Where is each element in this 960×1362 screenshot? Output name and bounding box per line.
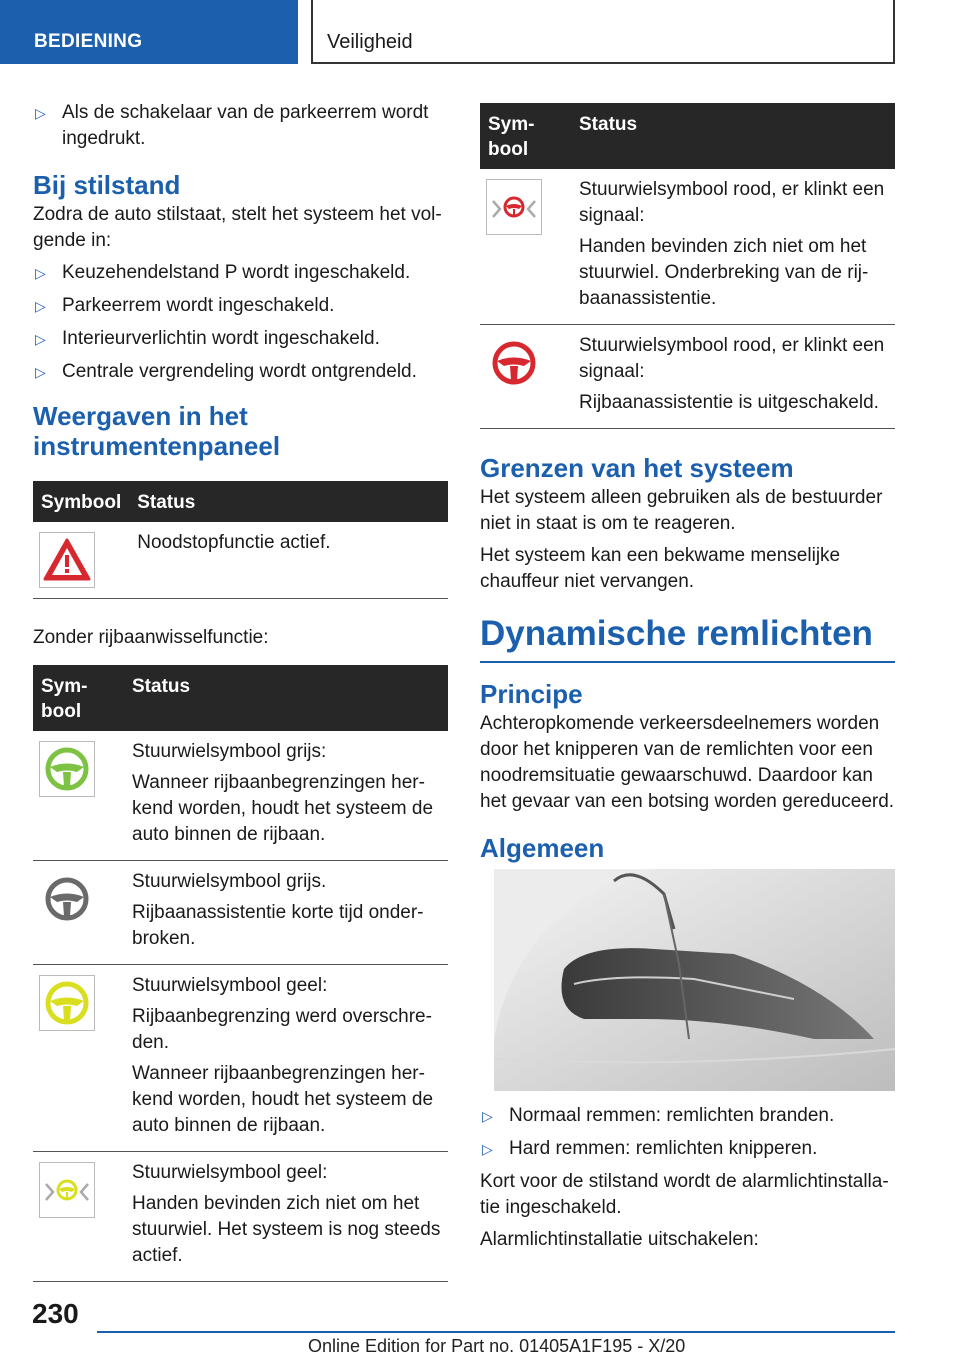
- heading-dynamische-remlichten: Dynamische remlichten: [480, 613, 895, 663]
- status-text: Noodstopfunctie actief.: [137, 532, 331, 553]
- tail-light-photo: [494, 869, 895, 1091]
- table-row: [480, 325, 895, 429]
- symbol-table-3: [480, 103, 895, 429]
- status-text: Rijbaanbegrenzing werd overschreden.: [132, 1006, 432, 1053]
- paragraph: Kort voor de stilstand wordt de alarmlichtinstallatie ingeschakeld.: [480, 1171, 889, 1218]
- column-header-symbool: Symbool: [33, 481, 129, 522]
- triangle-right-icon: ▷: [35, 105, 46, 121]
- bullet-list: [33, 100, 448, 152]
- status-text: Handen bevinden zich niet om het stuurwiel. Het systeem is nog steeds actief.: [132, 1193, 441, 1266]
- list-item: ▷ Centrale vergrendeling wordt ontgrendeld.: [33, 359, 448, 385]
- list-item: ▷ Als de schakelaar van de parkeerrem wordt ingedrukt.: [35, 102, 429, 149]
- list-item: ▷ Keuzehendelstand P wordt ingeschakeld.: [33, 260, 448, 286]
- table-row: [33, 731, 448, 861]
- steering-wheel-red-hands-icon: [486, 179, 542, 235]
- triangle-right-icon: ▷: [482, 1108, 493, 1124]
- heading-bij-stilstand: Bij stilstand: [33, 170, 181, 200]
- list-item: ▷ Hard remmen: remlichten knipperen.: [480, 1136, 895, 1162]
- triangle-right-icon: ▷: [35, 298, 46, 314]
- steering-wheel-red-icon: [486, 335, 542, 391]
- page-number: 230: [32, 1298, 79, 1329]
- status-text: Wanneer rijbaanbegrenzingen herkend worden, houdt het systeem de auto binnen de rijbaan.: [132, 1063, 434, 1136]
- table-row: [33, 522, 448, 599]
- paragraph: Het systeem alleen gebruiken als de bestuurder niet in staat is om te reageren.: [480, 487, 883, 534]
- heading-weergaven: Weergaven in het instrumentenpaneel: [33, 401, 281, 461]
- status-text: Stuurwielsymbool rood, er klinkt een signaal:: [579, 179, 885, 226]
- heading-algemeen: Algemeen: [480, 833, 605, 863]
- column-header-status: Status: [129, 481, 448, 522]
- table-row: [33, 861, 448, 965]
- chapter-tab: BEDIENING: [0, 0, 298, 64]
- steering-wheel-yellow-hands-icon: [39, 1162, 95, 1218]
- right-column: [480, 103, 895, 1259]
- steering-wheel-green-icon: [39, 741, 95, 797]
- triangle-right-icon: ▷: [482, 1141, 493, 1157]
- paragraph: Achteropkomende verkeersdeelnemers worden door het knipperen van de remlichten voor een noodremsituatie gewaarschuwd. Daardoor kan het gevaar van een botsing worden gereduceerd.: [480, 713, 895, 812]
- status-text: Stuurwielsymbool grijs.: [132, 871, 327, 892]
- column-header-status: Status: [124, 665, 448, 731]
- steering-wheel-yellow-icon: [39, 975, 95, 1031]
- table-row: [33, 1152, 448, 1282]
- status-text: Rijbaanassistentie korte tijd onderbroken.: [132, 902, 424, 949]
- column-header-status: Status: [571, 103, 895, 169]
- column-header-symbool: Symbool: [480, 103, 571, 169]
- triangle-right-icon: ▷: [35, 331, 46, 347]
- status-text: Stuurwielsymbool grijs:: [132, 741, 327, 762]
- triangle-right-icon: ▷: [35, 364, 46, 380]
- warning-triangle-icon: [39, 532, 95, 588]
- paragraph: Zonder rijbaanwisselfunctie:: [33, 627, 269, 648]
- section-title: Veiligheid: [311, 0, 895, 64]
- list-item: ▷ Parkeerrem wordt ingeschakeld.: [33, 293, 448, 319]
- heading-grenzen: Grenzen van het systeem: [480, 453, 794, 483]
- left-column: [33, 100, 448, 1282]
- status-text: Stuurwielsymbool rood, er klinkt een signaal:: [579, 335, 885, 382]
- triangle-right-icon: ▷: [35, 265, 46, 281]
- paragraph: Zodra de auto stilstaat, stelt het systeem het volgende in:: [33, 204, 442, 251]
- bullet-list: [33, 260, 448, 385]
- table-row: [33, 965, 448, 1152]
- status-text: Handen bevinden zich niet om het stuurwiel. Onderbreking van de rijbaanassistentie.: [579, 236, 869, 309]
- heading-principe: Principe: [480, 679, 583, 709]
- list-item: ▷ Normaal remmen: remlichten branden.: [480, 1103, 895, 1129]
- paragraph: Het systeem kan een bekwame menselijke chauffeur niet vervangen.: [480, 545, 841, 592]
- status-text: Rijbaanassistentie is uitgeschakeld.: [579, 392, 879, 413]
- column-header-symbool: Symbool: [33, 665, 124, 731]
- bullet-list: [480, 1103, 895, 1162]
- symbol-table-1: [33, 481, 448, 599]
- status-text: Stuurwielsymbool geel:: [132, 975, 328, 996]
- table-row: [480, 169, 895, 325]
- footer-divider: [97, 1331, 895, 1333]
- steering-wheel-grey-icon: [39, 871, 95, 927]
- paragraph: Alarmlichtinstallatie uitschakelen:: [480, 1229, 759, 1250]
- status-text: Stuurwielsymbool geel:: [132, 1162, 328, 1183]
- footer-edition: Online Edition for Part no. 01405A1F195 - X/20: [308, 1336, 686, 1356]
- list-item: ▷ Interieurverlichtin wordt ingeschakeld.: [33, 326, 448, 352]
- status-text: Wanneer rijbaanbegrenzingen herkend worden, houdt het systeem de auto binnen de rijbaan.: [132, 772, 434, 845]
- symbol-table-2: [33, 665, 448, 1282]
